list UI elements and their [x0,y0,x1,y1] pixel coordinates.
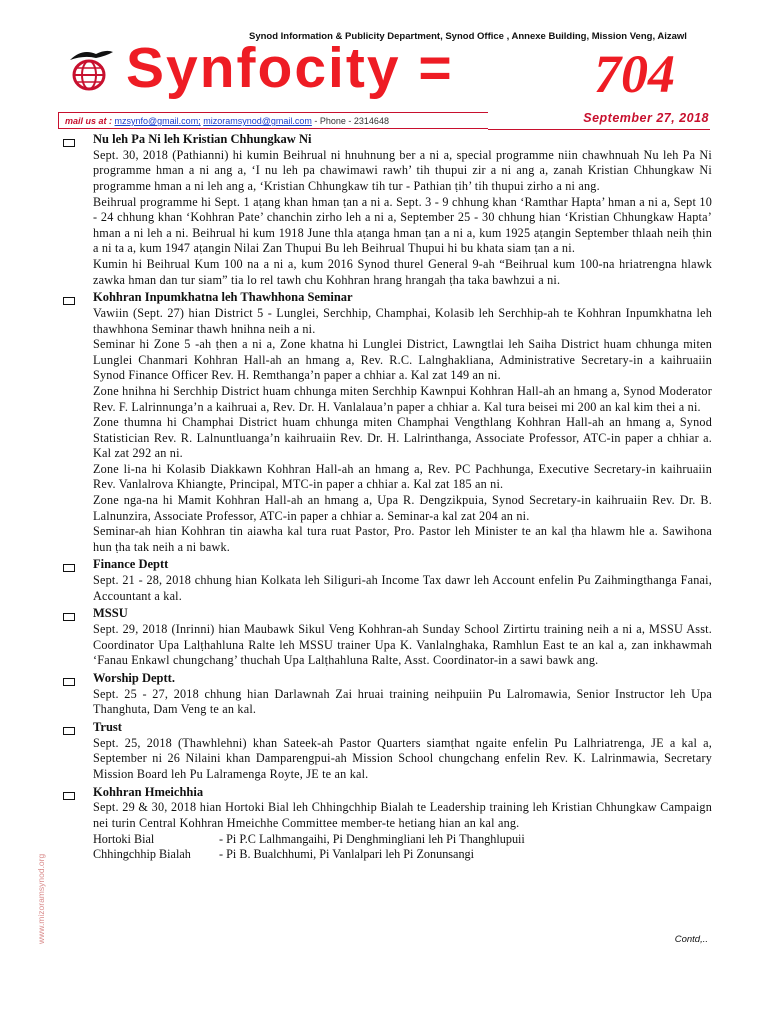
globe-logo-icon [66,46,116,92]
contact-names: - Pi B. Bualchhumi, Pi Vanlalpari leh Pi Zonunsangi [219,847,475,862]
contact-list [93,832,712,863]
checkbox-bullet-icon [63,564,75,572]
section-paragraph: Sept. 25 - 27, 2018 chhung hian Darlawnah Zai hruai training neihpuiin Pu Lalromawia, Senior Instructor leh Upa Thanghuta, Dam Veng te an kal. [93,686,712,717]
section-heading: Trust [93,719,122,734]
phone-number: - Phone - 2314648 [314,116,389,126]
news-section [60,720,712,783]
checkbox-bullet-icon [63,727,75,735]
checkbox-bullet-icon [63,792,75,800]
section-paragraph: Zone li-na hi Kolasib Diakkawn Kohhran Hall-ah an hmang a, Rev. PC Pachhunga, Executive Secretary-in kaihruaiin Rev. Vanlalrova Khiangte, Principal, MTC-in paper a chhiar a. Kal zat 185 an ni. [93,461,712,492]
header-topline: Synod Information & Publicity Department, Synod Office , Annexe Building, Mission Veng, Aizawl [249,31,687,42]
news-section [60,785,712,863]
section-paragraph: Sept. 21 - 28, 2018 chhung hian Kolkata leh Siliguri-ah Income Tax dawr leh Account enfelin Pu Zaihmingthanga Fanai, Accountant a kal. [93,573,712,603]
section-paragraph: Zone hnihna hi Serchhip District huam chhunga miten Serchhip Kawnpui Kohhran Hall-ah an hmang a, Synod Moderator Rev. F. Lalrinnunga’n a kaihruai a, Rev. Dr. H. Vanlalaua’n paper a chhiar a. Kal tura beisei mi 200 an kal kim thei a ni. [93,383,712,414]
news-section [60,671,712,718]
section-paragraph: Zone nga-na hi Mamit Kohhran Hall-ah an hmang a, Upa R. Dengzikpuia, Synod Secretary-in kaihruaiin Rev. Dr. B. Lalnunzira, Associate Professor, ATC-in paper a chhiar a. Seminar-a kal zat 204 an ni. [93,493,712,523]
section-heading: Kohhran Inpumkhatna leh Thawhhona Seminar [93,290,353,305]
news-section [60,557,712,604]
section-paragraph: Sept. 29 & 30, 2018 hian Hortoki Bial leh Chhingchhip Bialah te Leadership training leh Kristian Chhungkaw Campaign nei turin Central Kohhran Hmeichhe Committee member-te hetiang hian an kal ang. [93,800,712,830]
news-section [60,132,712,288]
section-paragraph: Sept. 29, 2018 (Inrinni) hian Maubawk Sikul Veng Kohhran-ah Sunday School Zirtirtu training neih a ni a, MSSU Asst. Coordinator Upa Lalṭhahluna Ralte leh MSSU trainer Upa K. Vanlalnghaka, Ramhlun East te an kal a, zan inkhawmah ‘Fanau Enkawl chungchang’ thuchah Upa Lalṭhahluna Ralte, Asst. Coordinator-in a sawi bawk ang. [93,622,712,668]
news-section [60,290,712,555]
issue-date: September 27, 2018 [583,111,709,125]
section-heading: Worship Deptt. [93,671,175,685]
section-paragraph: Seminar hi Zone 5 -ah ṭhen a ni a, Zone khatna hi Lunglei District, Lawngtlai leh Saiha District huam chhunga miten Lunglei Chanmari Kohhran Hall-ah an hmang a, Rev. R.C. Lalnghakliana, Administrative Secretary-in a kaihruaiin Synod Finance Officer Rev. H. Remthanga’n paper a chhiar a. Kal zat 149 an ni. [93,337,712,383]
section-heading: Kohhran Hmeichhia [93,784,204,799]
section-paragraph: Seminar-ah hian Kohhran tin aiawha kal tura ruat Pastor, Pro. Pastor leh Minister te an kal ṭha hlawm hle a. Sawihona hun ṭha tak neih a ni bawk. [93,524,712,554]
section-paragraph: Sept. 30, 2018 (Pathianni) hi kumin Beihrual ni hnuhnung ber a ni a, special programme niin chawhnuah Nu leh Pa Ni programme hman a ni ang a, ‘I nu leh pa chawimawi rawh’ tih thupui zir a ni ang a, zanah Kristian Chhungkaw Ni programme hman a ni leh ang a, ‘Kristian Chhungkaw tih tur - Pathian ṭih’ tih thupui zirho a ni ang. [93,147,712,193]
email-link-mzsynfo[interactable]: mzsynfo@gmail.com; [114,116,201,126]
email-link-mizoramsynod[interactable]: mizoramsynod@gmail.com [203,116,312,126]
section-heading: MSSU [93,606,128,621]
checkbox-bullet-icon [63,139,75,147]
brand-title: Synfocity = [126,36,454,100]
section-paragraph: Kumin hi Beihrual Kum 100 na a ni a, kum 2016 Synod thurel General 9-ah “Beihrual kum 100-na hriatrengna hlawk zawka hman dan tur siam” tia lo rel tawh chu Kohhran hrang hrangah ṭha taka bawhzui a ni. [93,256,712,287]
checkbox-bullet-icon [63,613,75,621]
checkbox-bullet-icon [63,297,75,305]
section-paragraph: Zone thumna hi Champhai District huam chhunga miten Champhai Vengthlang Kohhran Hall-ah an hmang a, Synod Statistician Rev. R. Lalnuntluanga’n kaihruaiin Rev. Dr. H. Lalrinthanga, Associate Professor, ATC-in paper a chhiar a. Kal zat 292 an ni. [93,415,712,461]
news-content [60,132,712,863]
section-heading: Nu leh Pa Ni leh Kristian Chhungkaw Ni [93,132,312,146]
issue-number: 704 [594,44,675,104]
continued-note: Contd,.. [674,934,708,945]
contact-place: Hortoki Bial [93,831,155,846]
contact-place: Chhingchhip Bialah [93,847,191,862]
contact-bar [58,112,488,129]
section-paragraph: Vawiin (Sept. 27) hian District 5 - Lunglei, Serchhip, Champhai, Kolasib leh Serchhip-ah te Kohhran Inpumkhatna leh thawhhona Seminar thawh hnihna neih a ni. [93,305,712,336]
section-paragraph: Beihrual programme hi Sept. 1 aṭang khan hman ṭan a ni a. Sept. 3 - 9 chhung khan ‘Ramthar Hapta’ hman a ni a, Sept 10 - 24 chhung khan ‘Kohhran Pate’ chanchin zirho leh a ni a, September 25 - 30 chhung hian ‘Kristian Chhungkaw Hapta’ hman a ni leh a ni. Beihrual hi kum 1918 June thla aṭanga hman ṭan a ni a, kum 1925 aṭangin September thlaah neih ṭhin a ni ta a, kum 1947 aṭangin Nilai Zan Thupui Bu leh Beihrual Thupui hi bu khata siam ṭan a ni. [93,194,712,256]
checkbox-bullet-icon [63,678,75,686]
news-section [60,606,712,669]
section-heading: Finance Deptt [93,557,169,572]
mail-label: mail us at : [65,116,113,126]
section-paragraph: Sept. 25, 2018 (Thawhlehni) khan Sateek-ah Pastor Quarters siamṭhat ngaite enfelin Pu Lalhriatrenga, JE a kal a, September ni 26 Nilaini khan Damparengpui-ah Mission School chungchang enfelin Rev. K. Lalrinmawia, Secretary Mission Board leh Pu Lalramenga Royte, JE te an kal. [93,735,712,781]
contact-names: - Pi P.C Lalhmangaihi, Pi Denghmingliani leh Pi Thanghlupuii [219,831,525,846]
side-website-url[interactable]: www.mizoramsynod.org [36,853,46,944]
